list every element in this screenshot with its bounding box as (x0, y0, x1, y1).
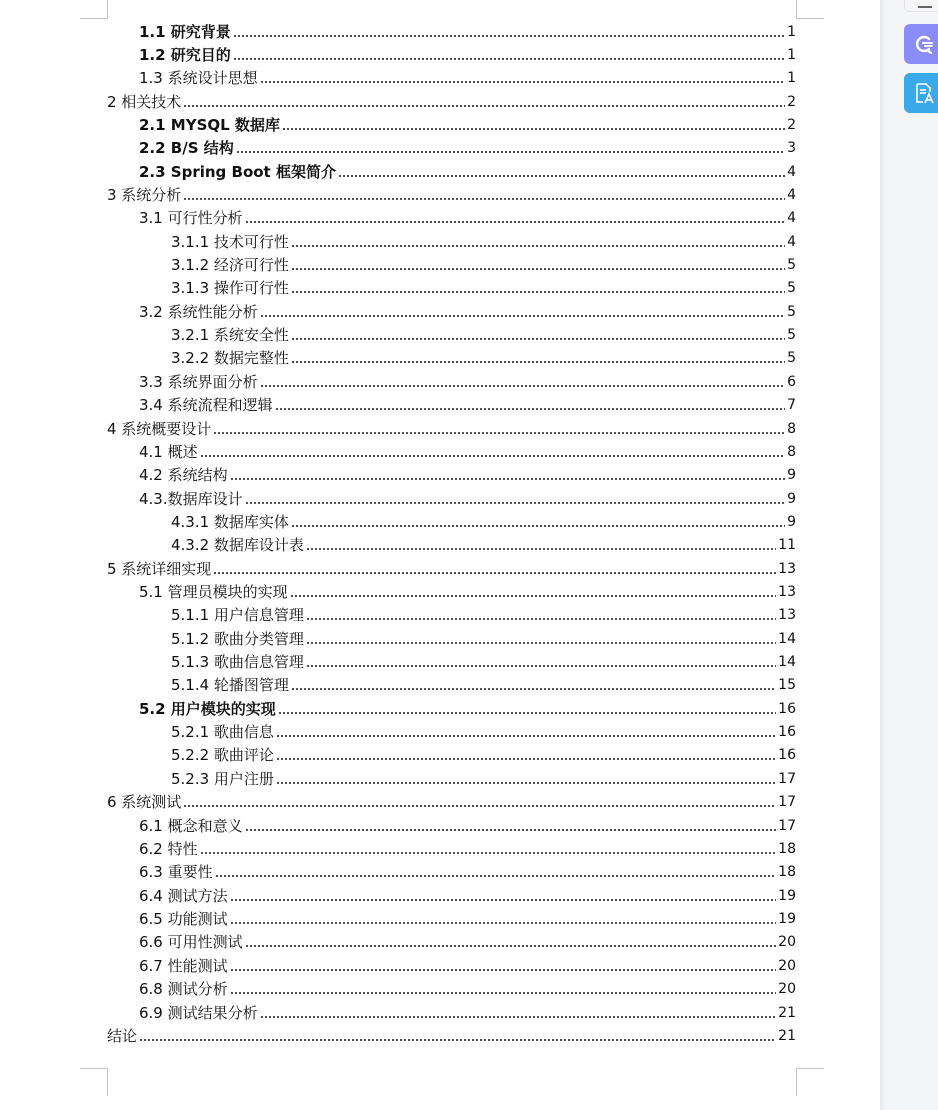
toc-entry-title: 5.1 管理员模块的实现 (139, 583, 288, 601)
dot-leader (291, 361, 785, 363)
ai-assistant-icon (913, 33, 935, 55)
toc-entry-page-number: 17 (778, 794, 796, 810)
toc-entry[interactable] (171, 229, 796, 252)
dot-leader (291, 245, 785, 247)
toc-entry[interactable] (171, 345, 796, 368)
toc-entry-page-number: 20 (778, 981, 796, 997)
toc-entry-page-number: 9 (787, 467, 796, 483)
toc-entry-page-number: 8 (787, 444, 796, 460)
toc-entry[interactable] (139, 135, 796, 158)
toc-entry-page-number: 1 (787, 70, 796, 86)
dot-leader (230, 899, 777, 901)
document-translate-button[interactable] (904, 73, 938, 113)
toc-entry[interactable] (139, 369, 796, 392)
toc-entry[interactable] (139, 836, 796, 859)
toc-entry-page-number: 3 (787, 140, 796, 156)
toc-entry-title: 6.1 概念和意义 (139, 817, 243, 835)
dot-leader (245, 221, 785, 223)
toc-entry[interactable] (139, 42, 796, 65)
toc-entry[interactable] (107, 789, 796, 812)
toc-entry-title: 6.5 功能测试 (139, 910, 228, 928)
dot-leader (245, 829, 777, 831)
toc-entry-page-number: 5 (787, 350, 796, 366)
toc-entry-page-number: 7 (787, 397, 796, 413)
toc-entry-page-number: 21 (778, 1005, 796, 1021)
toc-entry[interactable] (171, 275, 796, 298)
toc-entry-page-number: 16 (778, 747, 796, 763)
toc-entry-title: 5.1.1 用户信息管理 (171, 606, 304, 624)
toc-entry-page-number: 4 (787, 187, 796, 203)
dot-leader (230, 992, 777, 994)
toc-entry[interactable] (139, 1000, 796, 1023)
toc-entry-page-number: 9 (787, 491, 796, 507)
toc-entry-title: 结论 (107, 1027, 138, 1045)
toc-entry-page-number: 18 (778, 864, 796, 880)
dot-leader (306, 618, 776, 620)
toc-entry-title: 5.1.4 轮播图管理 (171, 676, 289, 694)
dot-leader (276, 735, 776, 737)
toc-entry-page-number: 4 (787, 210, 796, 226)
toc-entry-title: 1.3 系统设计思想 (139, 69, 258, 87)
menu-button[interactable] (904, 0, 938, 12)
dot-leader (260, 385, 785, 387)
dot-leader (260, 315, 785, 317)
page-corner-mark-bottom-right (796, 1068, 824, 1096)
toc-entry[interactable] (139, 159, 796, 182)
dot-leader (290, 595, 777, 597)
toc-entry[interactable] (171, 509, 796, 532)
dot-leader (230, 969, 777, 971)
toc-entry-page-number: 16 (778, 701, 796, 717)
toc-entry-title: 4.3.2 数据库设计表 (171, 536, 304, 554)
toc-entry-title: 5.1.3 歌曲信息管理 (171, 653, 304, 671)
toc-entry[interactable] (139, 579, 796, 602)
toc-entry-title: 4.3.1 数据库实体 (171, 513, 289, 531)
toc-entry-page-number: 17 (778, 818, 796, 834)
toc-entry-title: 6 系统测试 (107, 793, 182, 811)
dot-leader (278, 712, 776, 714)
toc-entry-title: 5.2 用户模块的实现 (139, 700, 276, 718)
dot-leader (183, 105, 785, 107)
dot-leader (213, 572, 776, 574)
toc-entry[interactable] (139, 859, 796, 882)
toc-entry-title: 5 系统详细实现 (107, 560, 212, 578)
toc-entry-title: 3.2 系统性能分析 (139, 303, 258, 321)
toc-entry-title: 1.2 研究目的 (139, 46, 231, 64)
page-corner-mark-top-right (796, 0, 824, 19)
toc-entry-page-number: 13 (778, 561, 796, 577)
toc-entry-page-number: 17 (778, 771, 796, 787)
toc-entry-page-number: 14 (778, 654, 796, 670)
dot-leader (183, 805, 776, 807)
toc-entry-page-number: 14 (778, 631, 796, 647)
dot-leader (233, 35, 785, 37)
toc-entry-page-number: 9 (787, 514, 796, 530)
toc-entry-title: 4.1 概述 (139, 443, 198, 461)
dot-leader (338, 175, 785, 177)
dot-leader (306, 665, 776, 667)
toc-entry[interactable] (171, 672, 796, 695)
toc-entry[interactable] (171, 602, 796, 625)
side-panel (880, 0, 938, 1110)
dot-leader (230, 922, 777, 924)
toc-entry-page-number: 19 (778, 888, 796, 904)
toc-entry[interactable] (139, 392, 796, 415)
toc-entry-page-number: 2 (787, 94, 796, 110)
toc-entry-title: 2 相关技术 (107, 93, 182, 111)
dot-leader (291, 688, 776, 690)
toc-entry-title: 2.1 MYSQL 数据库 (139, 116, 280, 134)
dot-leader (233, 58, 785, 60)
toc-entry-title: 3.1 可行性分析 (139, 209, 243, 227)
toc-entry-page-number: 6 (787, 374, 796, 390)
toc-entry[interactable] (139, 976, 796, 999)
dot-leader (200, 455, 785, 457)
toc-entry-page-number: 16 (778, 724, 796, 740)
toc-entry-title: 3.1.3 操作可行性 (171, 279, 289, 297)
toc-entry-page-number: 13 (778, 607, 796, 623)
toc-entry[interactable] (107, 556, 796, 579)
toc-entry[interactable] (171, 252, 796, 275)
toc-entry[interactable] (139, 112, 796, 135)
toc-entry-page-number: 20 (778, 934, 796, 950)
toc-entry[interactable] (171, 649, 796, 672)
toc-entry-title: 6.3 重要性 (139, 863, 213, 881)
toc-entry-page-number: 13 (778, 584, 796, 600)
toc-entry-title: 5.2.1 歌曲信息 (171, 723, 274, 741)
toc-entry-title: 3.1.2 经济可行性 (171, 256, 289, 274)
dot-leader (306, 642, 776, 644)
toc-entry-title: 6.8 测试分析 (139, 980, 228, 998)
dot-leader (245, 945, 777, 947)
toc-entry[interactable] (107, 1023, 796, 1046)
toc-entry[interactable] (139, 953, 796, 976)
toc-entry[interactable] (171, 719, 796, 742)
toc-entry[interactable] (139, 205, 796, 228)
dot-leader (230, 478, 785, 480)
dot-leader (306, 548, 776, 550)
toc-entry-title: 6.4 测试方法 (139, 887, 228, 905)
toc-entry-title: 4 系统概要设计 (107, 420, 212, 438)
toc-entry-title: 4.2 系统结构 (139, 466, 228, 484)
toc-entry-page-number: 8 (787, 421, 796, 437)
toc-entry[interactable] (139, 439, 796, 462)
dot-leader (276, 758, 776, 760)
toc-entry-title: 3.2.2 数据完整性 (171, 349, 289, 367)
dot-leader (291, 338, 785, 340)
toc-entry-page-number: 11 (778, 537, 796, 553)
toc-entry-title: 6.2 特性 (139, 840, 198, 858)
toc-entry-page-number: 1 (787, 24, 796, 40)
toc-entry[interactable] (171, 742, 796, 765)
toc-entry[interactable] (139, 299, 796, 322)
toc-entry-page-number: 5 (787, 304, 796, 320)
dot-leader (260, 81, 785, 83)
toc-entry-title: 6.9 测试结果分析 (139, 1004, 258, 1022)
dot-leader (291, 525, 785, 527)
toc-entry[interactable] (139, 65, 796, 88)
toc-entry-page-number: 20 (778, 958, 796, 974)
toc-entry-title: 3.1.1 技术可行性 (171, 233, 289, 251)
dot-leader (215, 875, 777, 877)
toc-entry-page-number: 2 (787, 117, 796, 133)
document-translate-icon (913, 82, 935, 104)
toc-entry[interactable] (171, 322, 796, 345)
toc-entry[interactable] (139, 883, 796, 906)
dot-leader (139, 1039, 776, 1041)
toc-entry-page-number: 21 (778, 1028, 796, 1044)
dot-leader (282, 128, 785, 130)
toc-entry-title: 5.2.2 歌曲评论 (171, 746, 274, 764)
toc-entry-title: 3 系统分析 (107, 186, 182, 204)
toc-entry[interactable] (139, 929, 796, 952)
toc-entry[interactable] (107, 182, 796, 205)
toc-entry-page-number: 5 (787, 327, 796, 343)
toc-entry-title: 2.3 Spring Boot 框架简介 (139, 163, 336, 181)
dot-leader (291, 268, 785, 270)
dot-leader (275, 408, 785, 410)
dot-leader (260, 1016, 777, 1018)
toc-entry[interactable] (139, 906, 796, 929)
toc-entry-page-number: 5 (787, 280, 796, 296)
dot-leader (213, 432, 785, 434)
toc-entry-page-number: 15 (778, 677, 796, 693)
toc-entry[interactable] (171, 532, 796, 555)
page-corner-mark-top-left (80, 0, 108, 19)
toc-entry-title: 5.1.2 歌曲分类管理 (171, 630, 304, 648)
toc-entry[interactable] (171, 766, 796, 789)
dot-leader (236, 151, 785, 153)
toc-entry[interactable] (139, 813, 796, 836)
toc-entry[interactable] (139, 696, 796, 719)
toc-entry-page-number: 4 (787, 164, 796, 180)
dot-leader (291, 291, 785, 293)
toc-entry-page-number: 5 (787, 257, 796, 273)
menu-icon (918, 6, 932, 8)
toc-entry[interactable] (107, 416, 796, 439)
toc-entry-page-number: 1 (787, 47, 796, 63)
toc-entry-title: 2.2 B/S 结构 (139, 139, 234, 157)
toc-entry-title: 3.3 系统界面分析 (139, 373, 258, 391)
toc-entry-title: 3.4 系统流程和逻辑 (139, 396, 273, 414)
toc-entry[interactable] (139, 486, 796, 509)
toc-entry[interactable] (139, 462, 796, 485)
toc-entry[interactable] (139, 19, 796, 42)
toc-entry-title: 4.3.数据库设计 (139, 490, 243, 508)
dot-leader (276, 782, 776, 784)
toc-entry-title: 1.1 研究背景 (139, 23, 231, 41)
page-corner-mark-bottom-left (80, 1068, 108, 1096)
toc-entry-title: 5.2.3 用户注册 (171, 770, 274, 788)
toc-entry-title: 6.7 性能测试 (139, 957, 228, 975)
toc-entry[interactable] (171, 626, 796, 649)
toc-entry-page-number: 4 (787, 234, 796, 250)
dot-leader (183, 198, 785, 200)
toc-entry-page-number: 18 (778, 841, 796, 857)
dot-leader (245, 502, 785, 504)
toc-entry[interactable] (107, 89, 796, 112)
toc-entry-title: 3.2.1 系统安全性 (171, 326, 289, 344)
dot-leader (200, 852, 777, 854)
toc-entry-title: 6.6 可用性测试 (139, 933, 243, 951)
toc-entry-page-number: 19 (778, 911, 796, 927)
ai-assistant-button[interactable] (904, 24, 938, 64)
